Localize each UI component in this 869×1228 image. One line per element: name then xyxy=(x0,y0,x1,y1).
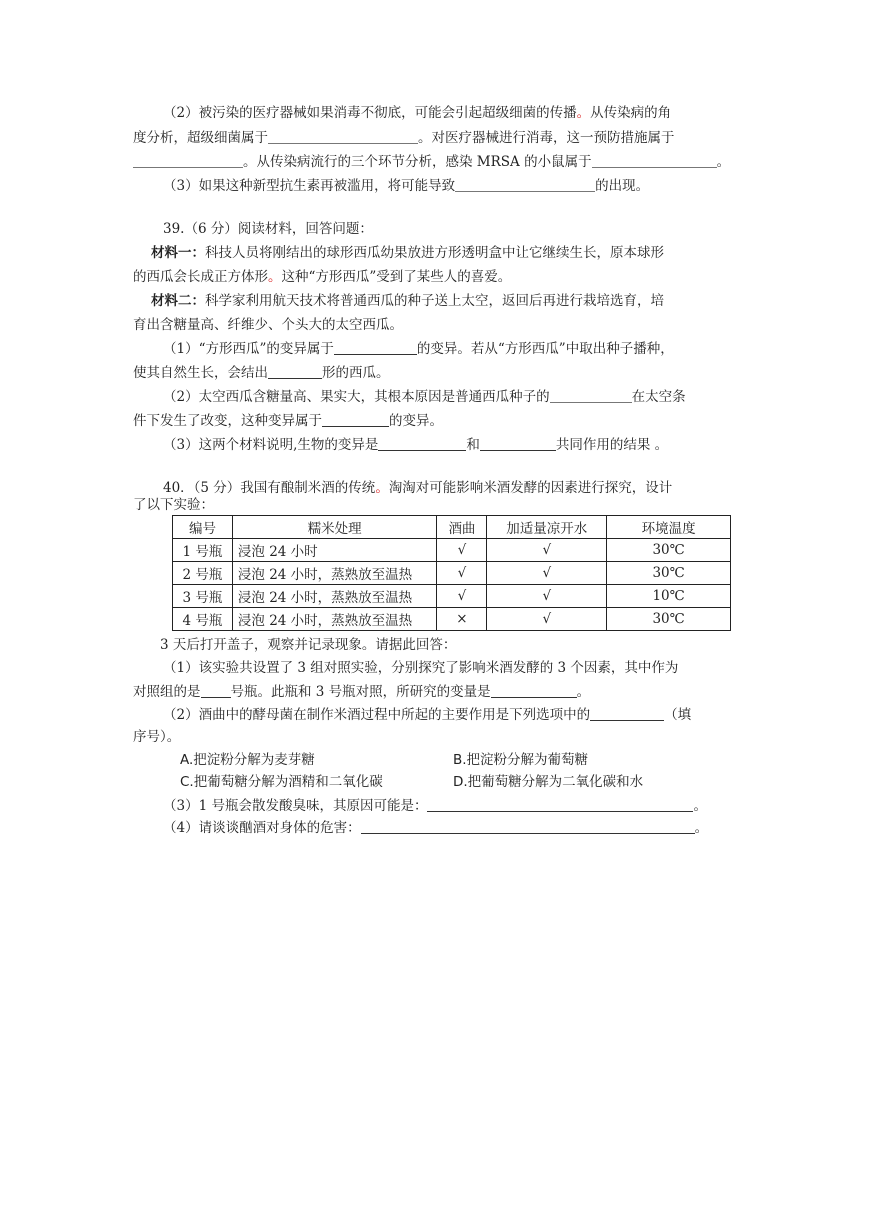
q39-part2-line2 xyxy=(133,412,443,430)
q38-part2-line2 xyxy=(133,129,675,147)
experiment-table xyxy=(172,515,731,631)
text: （4）请谈谈酗酒对身体的危害： xyxy=(163,820,361,836)
answer-blank-alcohol-harm[interactable] xyxy=(361,819,695,834)
header-cell: 加适量凉开水 xyxy=(487,516,607,539)
q40-title-line2: 了以下实验： xyxy=(133,497,214,513)
text: 号瓶。此瓶和 3 号瓶对照，所研究的变量是 xyxy=(230,684,491,700)
answer-blank-prevention-measure[interactable] xyxy=(133,153,243,168)
q39-part3 xyxy=(163,436,668,454)
text: 的变异。 xyxy=(389,413,443,429)
table-cell: 浸泡 24 小时，蒸熟放至温热 xyxy=(232,608,437,631)
q38-part2-line1 xyxy=(163,104,671,122)
table-cell: 2 号瓶 xyxy=(173,562,233,585)
text: 度分析，超级细菌属于 xyxy=(133,130,268,146)
q40-part2-line2: 序号）。 xyxy=(133,729,181,745)
text: 。 xyxy=(694,820,709,836)
table-cell: × xyxy=(437,608,487,631)
option-a: A.把淀粉分解为麦芽糖 xyxy=(180,752,315,768)
table-row xyxy=(173,539,731,562)
table-row xyxy=(173,585,731,608)
table-row xyxy=(173,562,731,585)
q40-part2-line1 xyxy=(163,706,691,724)
header-cell: 编号 xyxy=(173,516,233,539)
answer-blank-superbug-category[interactable] xyxy=(268,129,418,144)
text: （3）如果这种新型抗生素再被滥用，将可能导致 xyxy=(163,178,456,194)
text: 淘淘对可能影响米酒发酵的因素进行探究，设计 xyxy=(388,480,673,496)
answer-blank-control-bottle[interactable] xyxy=(201,683,231,698)
table-row xyxy=(173,608,731,631)
text: （2）被污染的医疗器械如果消毒不彻底，可能会引起超级细菌的传播 xyxy=(163,105,577,121)
q38-part2-line3 xyxy=(133,153,730,171)
red-period: 。 xyxy=(375,480,389,496)
table-cell: 30℃ xyxy=(607,562,731,585)
text: 科技人员将刚结出的球形西瓜幼果放进方形透明盒中让它继续生长，原本球形 xyxy=(205,245,664,261)
answer-blank-sour-reason[interactable] xyxy=(427,797,693,812)
header-cell: 酒曲 xyxy=(437,516,487,539)
answer-blank-seed-component[interactable] xyxy=(550,388,632,403)
answer-blank-square-melon-variation[interactable] xyxy=(334,340,417,355)
q40-title-line1 xyxy=(163,479,672,497)
text: 共同作用的结果 。 xyxy=(555,437,669,453)
q39-material1-line2 xyxy=(133,268,511,286)
text: 科学家利用航天技术将普通西瓜的种子送上太空，返回后再进行栽培选育，培 xyxy=(205,293,664,309)
red-period: 。 xyxy=(576,105,591,121)
header-cell: 糯米处理 xyxy=(232,516,437,539)
text: 使其自然生长，会结出 xyxy=(133,365,268,381)
q40-part3 xyxy=(163,797,707,815)
table-cell: 30℃ xyxy=(607,608,731,631)
text: 从传染病的角 xyxy=(590,105,672,121)
text: （2）太空西瓜含糖量高、果实大，其根本原因是普通西瓜种子的 xyxy=(163,389,550,405)
text: 的变异。若从“方形西瓜”中取出种子播种， xyxy=(416,341,674,357)
material2-label: 材料二： xyxy=(151,293,205,309)
q40-part4 xyxy=(163,819,708,837)
table-cell: √ xyxy=(487,585,607,608)
header-cell: 环境温度 xyxy=(607,516,731,539)
option-c: C.把葡萄糖分解为酒精和二氧化碳 xyxy=(180,774,383,790)
text: 。对医疗器械进行消毒，这一预防措施属于 xyxy=(418,130,675,146)
text: 。 xyxy=(716,154,731,170)
answer-blank-melon-shape[interactable] xyxy=(268,364,322,379)
table-cell: 浸泡 24 小时，蒸熟放至温热 xyxy=(232,585,437,608)
table-cell: 浸泡 24 小时，蒸熟放至温热 xyxy=(232,562,437,585)
text: 。 xyxy=(576,684,591,700)
text: 和 xyxy=(466,437,480,453)
answer-blank-space-melon-variation[interactable] xyxy=(322,412,389,427)
q39-material2-line1 xyxy=(151,292,664,310)
text: 这种“方形西瓜”受到了某些人的喜爱。 xyxy=(281,269,512,285)
table-cell: 1 号瓶 xyxy=(173,539,233,562)
q40-part1-line2 xyxy=(133,683,590,701)
q39-part2-line1 xyxy=(163,388,686,406)
material1-label: 材料一： xyxy=(151,245,205,261)
text: 的西瓜会长成正方体形 xyxy=(133,269,268,285)
answer-blank-variable[interactable] xyxy=(491,683,577,698)
q39-material1-line1 xyxy=(151,244,664,262)
text: 对照组的是 xyxy=(133,684,201,700)
table-cell: √ xyxy=(437,539,487,562)
answer-blank-abuse-result[interactable] xyxy=(455,177,595,192)
table-cell: √ xyxy=(487,539,607,562)
option-b: B.把淀粉分解为葡萄糖 xyxy=(453,752,589,768)
text: 在太空条 xyxy=(631,389,686,405)
answer-blank-mouse-role[interactable] xyxy=(592,153,717,168)
q40-part1-line1: （1）该实验共设置了 3 组对照实验，分别探究了影响米酒发酵的 3 个因素，其中作为 xyxy=(163,660,679,676)
table-cell: √ xyxy=(487,562,607,585)
text: 件下发生了改变，这种变异属于 xyxy=(133,413,322,429)
text: （3）这两个材料说明,生物的变异是 xyxy=(163,437,379,453)
text: （填 xyxy=(664,707,692,723)
q39-title: 39.（6 分）阅读材料，回答问题： xyxy=(163,221,373,237)
table-cell: 4 号瓶 xyxy=(173,608,233,631)
text: （1）“方形西瓜”的变异属于 xyxy=(163,341,334,357)
option-d: D.把葡萄糖分解为二氧化碳和水 xyxy=(453,774,644,790)
text: 。 xyxy=(693,798,707,814)
text: 40．（5 分）我国有酿制米酒的传统 xyxy=(163,480,376,496)
text: 的出现。 xyxy=(595,178,650,194)
table-cell: √ xyxy=(437,585,487,608)
q38-part3 xyxy=(163,177,649,195)
text: （2）酒曲中的酵母菌在制作米酒过程中所起的主要作用是下列选项中的 xyxy=(163,707,591,723)
table-cell: 30℃ xyxy=(607,539,731,562)
table-cell: 3 号瓶 xyxy=(173,585,233,608)
text: 。从传染病流行的三个环节分析，感染 MRSA 的小鼠属于 xyxy=(243,154,592,170)
answer-blank-factor-two[interactable] xyxy=(480,436,556,451)
red-period: 。 xyxy=(268,269,282,285)
text: 形的西瓜。 xyxy=(322,365,390,381)
text: （3）1 号瓶会散发酸臭味，其原因可能是： xyxy=(163,798,428,814)
table-cell: √ xyxy=(487,608,607,631)
table-cell: 浸泡 24 小时 xyxy=(232,539,437,562)
table-cell: √ xyxy=(437,562,487,585)
table-header-row xyxy=(173,516,731,539)
answer-blank-option-choice[interactable] xyxy=(590,706,664,721)
q40-after-table: 3 天后打开盖子，观察并记录现象。请据此回答： xyxy=(160,637,457,653)
table-cell: 10℃ xyxy=(607,585,731,608)
answer-blank-factor-one[interactable] xyxy=(378,436,466,451)
q39-material2-line2: 育出含糖量高、纤维少、个头大的太空西瓜。 xyxy=(133,317,403,333)
q39-part1-line2 xyxy=(133,364,390,382)
q39-part1-line1 xyxy=(163,340,674,358)
